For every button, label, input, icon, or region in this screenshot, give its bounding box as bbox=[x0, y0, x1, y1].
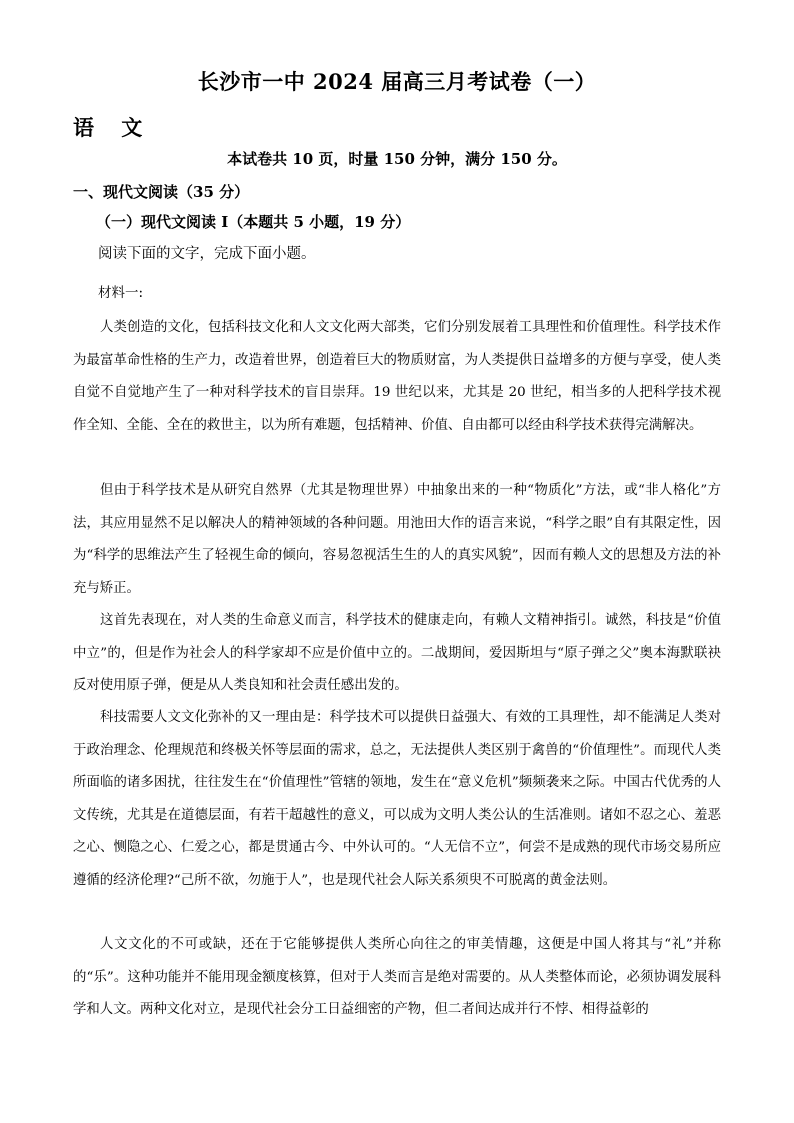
exam-title: 长沙市一中 2024 届高三月考试卷（一） bbox=[197, 69, 597, 94]
material-paragraph: 人类创造的文化，包括科技文化和人文文化两大部类，它们分别发展着工具理性和价值理性。科学技术作为最富革命性格的生产力，改造着世界，创造着巨大的物质财富，为人类提供日益增多的方便与享受，使人类自觉不自觉地产生了一种对科学技术的盲目崇拜。19 世纪以来，尤其是 20 世纪，相当多的人把科学技术视作全知、全能、全在的救世主，以为所有难题，包括精神、价值、自由都可以经由科学技术获得完满解决。 bbox=[73, 320, 721, 433]
material-label: 材料一: bbox=[98, 285, 144, 301]
section-heading: 一、现代文阅读（35 分） bbox=[73, 183, 250, 201]
subsection-heading: （一）现代文阅读 I（本题共 5 小题，19 分） bbox=[96, 213, 411, 231]
reading-instruction: 阅读下面的文字，完成下面小题。 bbox=[98, 246, 316, 262]
material-paragraph: 这首先表现在，对人类的生命意义而言，科学技术的健康走向，有赖人文精神指引。诚然，科技是“价值中立”的，但是作为社会人的科学家却不应是价值中立的。二战期间，爱因斯坦与“原子弹之父”奥本海默联袂反对使用原子弹，便是从人类良知和社会责任感出发的。 bbox=[73, 613, 721, 694]
exam-info: 本试卷共 10 页，时量 150 分钟，满分 150 分。 bbox=[227, 150, 567, 168]
material-paragraph: 科技需要人文文化弥补的又一理由是：科学技术可以提供日益强大、有效的工具理性，却不能满足人类对于政治理念、伦理规范和终极关怀等层面的需求，总之，无法提供人类区别于禽兽的“价值理性”。而现代人类所面临的诸多困扰，往往发生在“价值理性”管辖的领地，发生在“意义危机”频频袭来之际。中国古代优秀的人文传统，尤其是在道德层面，有若干超越性的意义，可以成为文明人类公认的生活准则。诸如不忍之心、羞恶之心、恻隐之心、仁爱之心，都是贯通古今、中外认可的。“人无信不立”，何尝不是成熟的现代市场交易所应遵循的经济伦理?“己所不欲，勿施于人”，也是现代社会人际关系须臾不可脱离的黄金法则。 bbox=[73, 710, 721, 888]
material-paragraph: 但由于科学技术是从研究自然界（尤其是物理世界）中抽象出来的一种“物质化”方法，或“非人格化”方法，其应用显然不足以解决人的精神领域的各种问题。用池田大作的语言来说，“科学之眼”自有其限定性，因为“科学的思维法产生了轻视生命的倾向，容易忽视活生生的人的真实风貌”，因而有赖人文的思想及方法的补充与矫正。 bbox=[73, 483, 721, 596]
subject-heading: 语 文 bbox=[73, 115, 143, 140]
material-paragraph: 人文文化的不可或缺，还在于它能够提供人类所心向往之的审美情趣，这便是中国人将其与“礼”并称的“乐”。这种功能并不能用现金额度核算，但对于人类而言是绝对需要的。从人类整体而论，必须协调发展科学和人文。两种文化对立，是现代社会分工日益细密的产物，但二者间达成并行不悖、相得益彰的 bbox=[73, 937, 721, 1018]
